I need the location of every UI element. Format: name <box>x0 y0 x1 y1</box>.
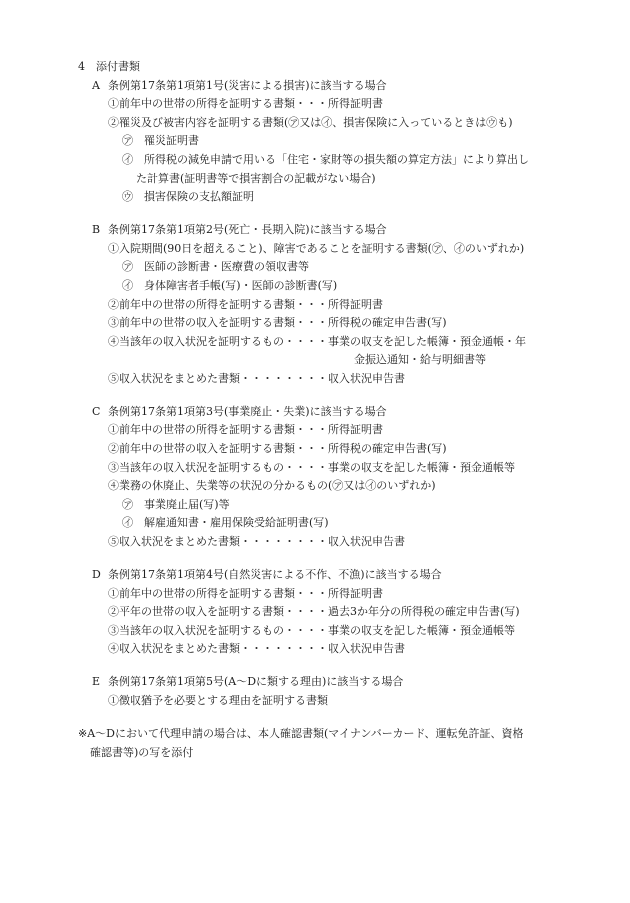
list-item: ①徴収猶予を必要とする理由を証明する書類 <box>108 693 328 707</box>
list-item: ㋐ 罹災証明書 <box>122 134 199 148</box>
section-heading: 4 添付書類 <box>78 60 140 73</box>
footnote-line-1: ※A～Dにおいて代理申請の場合は、本人確認書類(マイナンバーカード、運転免許証、資格 <box>78 726 524 740</box>
list-item: ⑤収入状況をまとめた書類・・・・・・・・収入状況申告書 <box>108 371 405 385</box>
section-title <box>92 221 590 240</box>
list-item: ②平年の世帯の収入を証明する書類・・・・過去3か年分の所得税の確定申告書(写) <box>108 605 520 619</box>
list-item: ②前年中の世帯の収入を証明する書類・・・所得税の確定申告書(写) <box>108 442 447 456</box>
section-letter: C <box>92 404 101 418</box>
list-item: ④当該年の収入状況を証明するもの・・・・事業の収支を記した帳簿・預金通帳・年 <box>108 334 526 348</box>
section-letter: E <box>92 675 101 689</box>
list-item: ②罹災及び被害内容を証明する書類(㋐又は㋑、損害保険に入っているときは㋒も) <box>108 115 513 129</box>
list-item: ⑤収入状況をまとめた書類・・・・・・・・収入状況申告書 <box>108 535 405 549</box>
section-title <box>92 673 590 692</box>
spacer <box>78 207 590 221</box>
list-item: ④業務の休廃止、失業等の状況の分かるもの(㋐又は㋑のいずれか) <box>108 479 436 493</box>
section-title-text: 条例第17条第1項第5号(A～Dに類する理由)に該当する場合 <box>108 675 404 689</box>
list-item: ③当該年の収入状況を証明するもの・・・・事業の収支を記した帳簿・預金通帳等 <box>108 623 515 637</box>
list-item: 金振込通知・給与明細書等 <box>354 353 486 367</box>
list-item: ③当該年の収入状況を証明するもの・・・・事業の収支を記した帳簿・預金通帳等 <box>108 460 515 474</box>
list-item: ㋐ 事業廃止届(写)等 <box>122 497 230 511</box>
spacer <box>78 711 590 725</box>
section-title <box>92 566 590 585</box>
spacer <box>78 659 590 673</box>
list-item: ㋑ 身体障害者手帳(写)・医師の診断書(写) <box>122 278 338 292</box>
list-item: ①前年中の世帯の所得を証明する書類・・・所得証明書 <box>108 97 383 111</box>
section-letter: B <box>92 223 101 237</box>
list-item: ㋒ 損害保険の支払額証明 <box>122 190 254 204</box>
list-item: ①前年中の世帯の所得を証明する書類・・・所得証明書 <box>108 586 383 600</box>
list-item: ③前年中の世帯の収入を証明する書類・・・所得税の確定申告書(写) <box>108 316 447 330</box>
list-item: ㋑ 解雇通知書・雇用保険受給証明書(写) <box>122 516 329 530</box>
section-title-text: 条例第17条第1項第2号(死亡・長期入院)に該当する場合 <box>108 223 387 237</box>
sections-container <box>78 77 590 711</box>
section-title-text: 条例第17条第1項第3号(事業廃止・失業)に該当する場合 <box>108 404 387 418</box>
list-item: ②前年中の世帯の所得を証明する書類・・・所得証明書 <box>108 297 383 311</box>
list-item: ④収入状況をまとめた書類・・・・・・・・収入状況申告書 <box>108 642 405 656</box>
list-item: た計算書(証明書等で損害割合の記載がない場合) <box>136 171 376 185</box>
section-title <box>92 403 590 422</box>
section-letter: D <box>92 568 101 582</box>
list-item: ㋑ 所得税の減免申請で用いる「住宅・家財等の損失額の算定方法」により算出し <box>122 152 529 166</box>
footnote-line-2: 確認書等)の写を添付 <box>90 745 194 759</box>
list-item: ①前年中の世帯の所得を証明する書類・・・所得証明書 <box>108 423 383 437</box>
list-item: ①入院期間(90日を超えること)、障害であることを証明する書類(㋐、㋑のいずれか) <box>108 241 525 255</box>
section-letter: A <box>92 78 100 92</box>
section-title-text: 条例第17条第1項第1号(災害による損害)に該当する場合 <box>108 78 387 92</box>
section-title-text: 条例第17条第1項第4号(自然災害による不作、不漁)に該当する場合 <box>108 568 442 582</box>
spacer <box>78 552 590 566</box>
list-item: ㋐ 医師の診断書・医療費の領収書等 <box>122 260 309 274</box>
footnote <box>78 725 590 762</box>
spacer <box>78 388 590 402</box>
section-title <box>92 77 590 96</box>
